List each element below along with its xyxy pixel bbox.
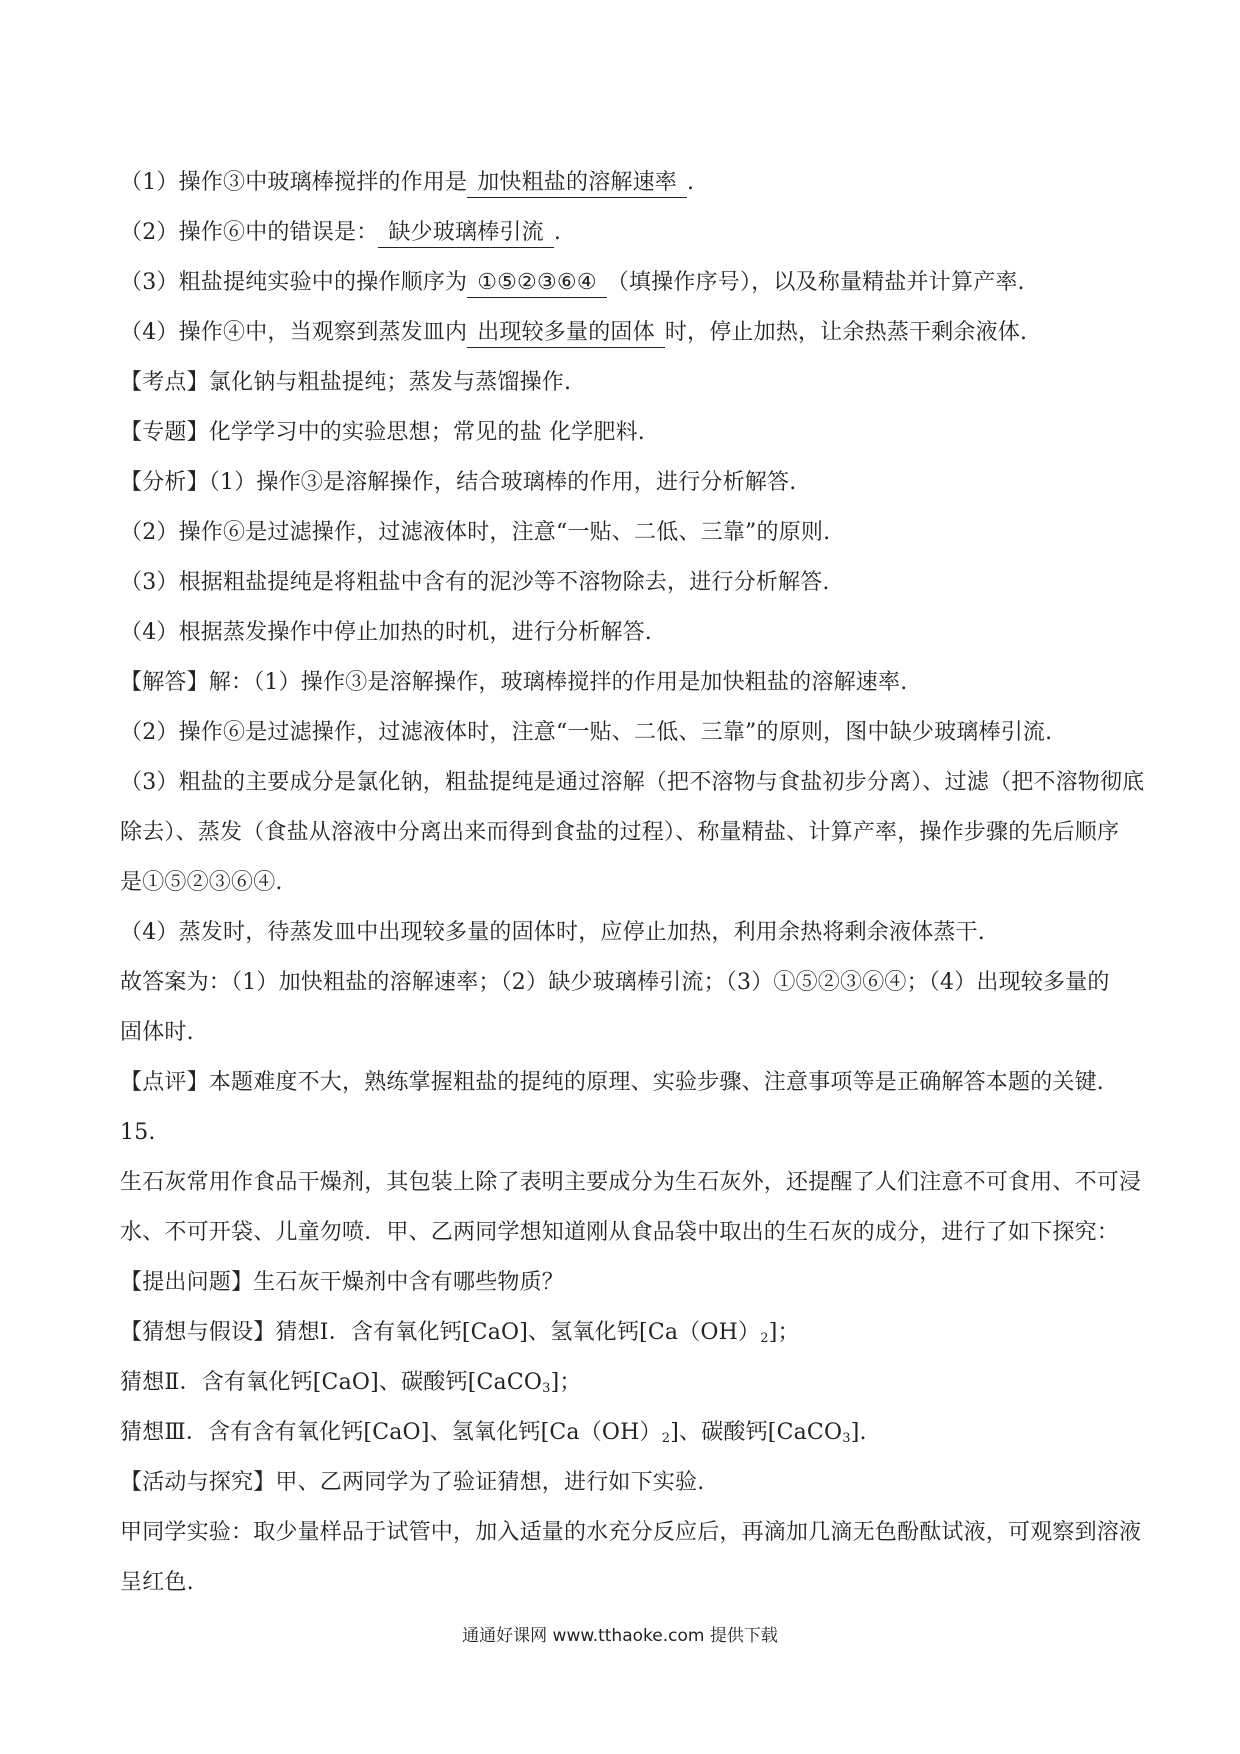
answer-summary-line-2: 固体时. [120, 1020, 194, 1045]
jieda-line-2: （2）操作⑥是过滤操作，过滤液体时，注意“一贴、二低、三靠”的原则，图中缺少玻璃棒引流. [120, 720, 1053, 745]
jieda-line-3a: （3）粗盐的主要成分是氯化钠，粗盐提纯是通过溶解（把不溶物与食盐初步分离）、过滤（把不溶物彻底 [120, 770, 1145, 795]
answer-summary-line-1: 故答案为：（1）加快粗盐的溶解速率；（2）缺少玻璃棒引流；（3）①⑤②③⑥④；（4）出现较多量的 [120, 970, 1110, 995]
jieda-line-4: （4）蒸发时，待蒸发皿中出现较多量的固体时，应停止加热，利用余热将剩余液体蒸干. [120, 920, 985, 945]
q15-activity-line: 【活动与探究】甲、乙两同学为了验证猜想，进行如下实验. [120, 1470, 705, 1495]
guess3-middle: ]、碳酸钙[CaCO [670, 1420, 843, 1445]
q15-experiment-line-1: 甲同学实验：取少量样品于试管中，加入适量的水充分反应后，再滴加几滴无色酚酞试液，可观察到溶液 [120, 1520, 1142, 1545]
fenxi-line-3: （3）根据粗盐提纯是将粗盐中含有的泥沙等不溶物除去，进行分析解答. [120, 570, 830, 595]
dianping-line: 【点评】本题难度不大，熟练掌握粗盐的提纯的原理、实验步骤、注意事项等是正确解答本题的关键. [120, 1070, 1104, 1095]
guess1-subscript: 2 [760, 1331, 769, 1346]
guess1-text: 【猜想与假设】猜想Ⅰ．含有氧化钙[CaO]、氢氧化钙[Ca（OH） [120, 1320, 761, 1345]
page-footer: 通通好课网 www.tthaoke.com 提供下载 [462, 1626, 778, 1646]
jieda-line-3b: 除去）、蒸发（食盐从溶液中分离出来而得到食盐的过程）、称量精盐、计算产率，操作步骤的先后顺序 [120, 820, 1120, 845]
question-15-number: 15. [120, 1120, 156, 1145]
jieda-line-3c: 是①⑤②③⑥④. [120, 870, 283, 895]
guess3-subscript-1: 2 [661, 1431, 671, 1446]
guess2-text: 猜想Ⅱ．含有氧化钙[CaO]、碳酸钙[CaCO [120, 1370, 543, 1395]
q15-intro-line-2: 水、不可开袋、儿童勿喷．甲、乙两同学想知道刚从食品袋中取出的生石灰的成分，进行了如下探究： [120, 1220, 1120, 1245]
guess1-end: ]； [768, 1320, 800, 1345]
q14-part4-answer: 出现较多量的固体 [467, 319, 665, 348]
q14-part2-prefix: （2）操作⑥中的错误是： [120, 220, 379, 245]
q14-part3-suffix: （填操作序号），以及称量精盐并计算产率. [606, 270, 1025, 295]
document-body [120, 158, 1145, 1608]
q14-part1-answer: 加快粗盐的溶解速率 [467, 169, 687, 198]
q14-part4-prefix: （4）操作④中，当观察到蒸发皿内 [120, 320, 468, 345]
fenxi-line-2: （2）操作⑥是过滤操作，过滤液体时，注意“一贴、二低、三靠”的原则. [120, 520, 831, 545]
q14-part1-prefix: （1）操作③中玻璃棒搅拌的作用是 [120, 170, 468, 195]
zhuanti-line: 【专题】化学学习中的实验思想；常见的盐 化学肥料. [120, 420, 645, 445]
guess3-end: ]. [850, 1420, 867, 1445]
guess3-text: 猜想Ⅲ．含有含有氧化钙[CaO]、氢氧化钙[Ca（OH） [120, 1420, 662, 1445]
guess2-end: ]； [550, 1370, 582, 1395]
q14-part2-suffix: . [553, 220, 562, 245]
q14-part3-prefix: （3）粗盐提纯实验中的操作顺序为 [120, 270, 468, 295]
jieda-line-1: 【解答】解：（1）操作③是溶解操作，玻璃棒搅拌的作用是加快粗盐的溶解速率. [120, 670, 908, 695]
q14-part4 [120, 308, 1130, 358]
q14-part4-suffix: 时，停止加热，让余热蒸干剩余液体. [664, 320, 1028, 345]
q14-part3-answer: ①⑤②③⑥④ [467, 269, 607, 298]
q15-question-line: 【提出问题】生石灰干燥剂中含有哪些物质？ [120, 1270, 565, 1295]
q15-guess-3 [120, 1408, 1130, 1458]
fenxi-line-1: 【分析】（1）操作③是溶解操作，结合玻璃棒的作用，进行分析解答. [120, 470, 797, 495]
q15-guess-1 [120, 1308, 1130, 1358]
q14-part2 [120, 208, 1130, 258]
fenxi-line-4: （4）根据蒸发操作中停止加热的时机，进行分析解答. [120, 620, 652, 645]
q15-experiment-line-2: 呈红色. [120, 1570, 194, 1595]
kaodian-line: 【考点】氯化钠与粗盐提纯；蒸发与蒸馏操作. [120, 370, 572, 395]
q15-intro-line-1: 生石灰常用作食品干燥剂，其包装上除了表明主要成分为生石灰外，还提醒了人们注意不可食用、不可浸 [120, 1170, 1142, 1195]
q14-part1-suffix: . [687, 170, 695, 195]
guess3-subscript-2: 3 [842, 1431, 851, 1446]
guess2-subscript: 3 [542, 1381, 551, 1396]
q14-part1 [120, 158, 1130, 208]
q15-guess-2 [120, 1358, 1130, 1408]
q14-part3 [120, 258, 1130, 308]
q14-part2-answer: 缺少玻璃棒引流 [378, 219, 553, 248]
